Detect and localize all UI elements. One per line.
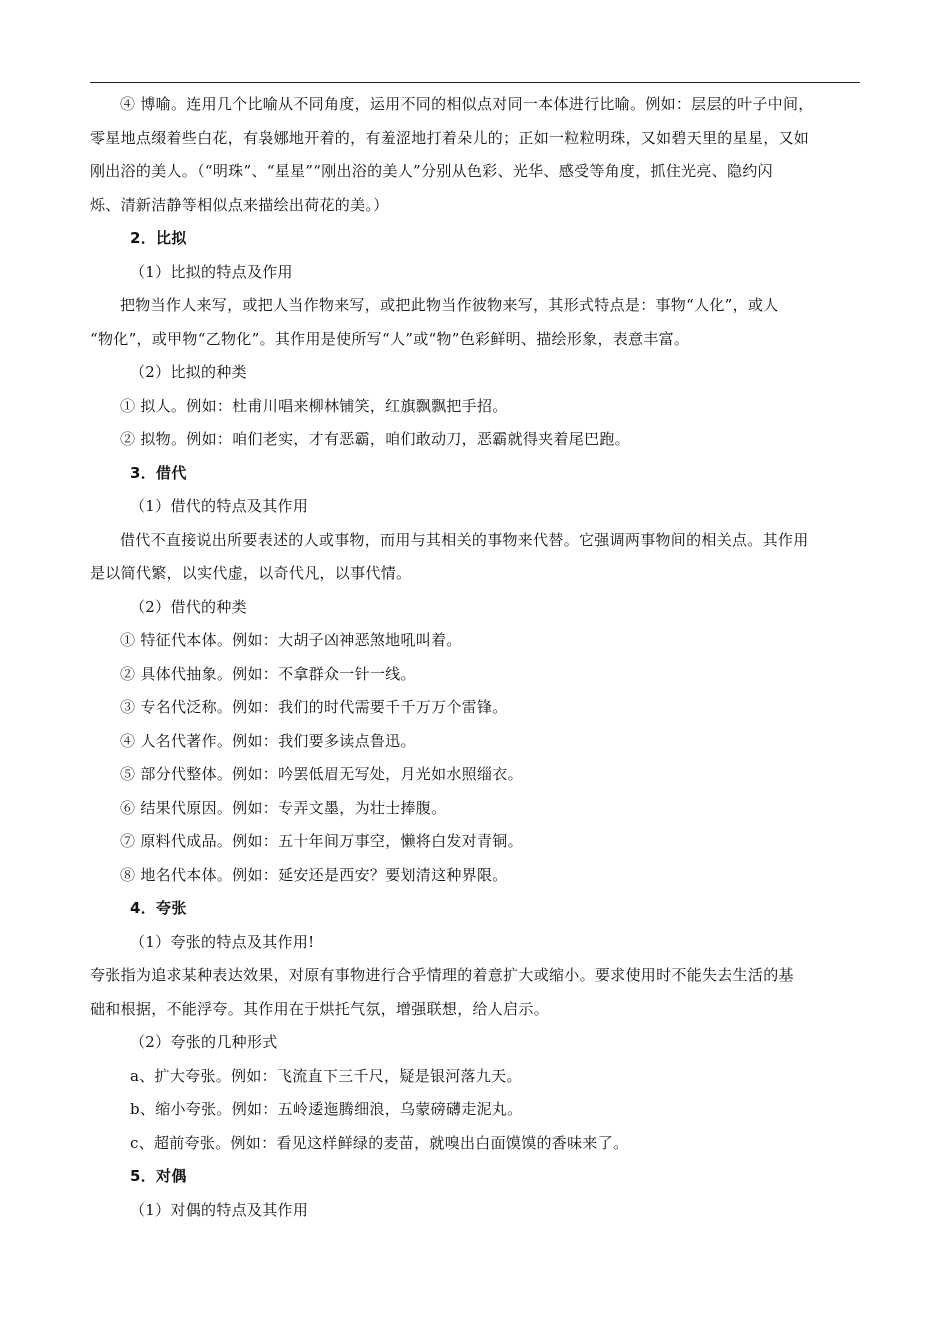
section-heading: 4．夸张 (130, 899, 187, 917)
subsection-line: （1）夸张的特点及其作用! (130, 932, 315, 951)
subsection-line: （1）比拟的特点及作用 (130, 262, 293, 281)
subsection-line: （1）借代的特点及其作用 (130, 497, 309, 515)
paragraph-line: ① 拟人。例如：杜甫川唱来柳林铺笑，红旗飘飘把手招。 (120, 396, 508, 415)
paragraph-line: 础和根据，不能浮夸。其作用在于烘托气氛，增强联想，给人启示。 (90, 999, 550, 1018)
paragraph-line: 零星地点缀着些白花，有袅娜地开着的，有羞涩地打着朵儿的；正如一粒粒明珠，又如碧天里的星星，又如 (90, 128, 810, 147)
section-heading: 5．对偶 (130, 1167, 187, 1185)
paragraph-line: 夸张指为追求某种表达效果，对原有事物进行合乎情理的着意扩大或缩小。要求使用时不能失去生活的基 (90, 966, 794, 984)
subsection-line: c、超前夸张。例如：看见这样鲜绿的麦苗，就嗅出白面馍馍的香味来了。 (130, 1133, 629, 1152)
subsection-line: a、扩大夸张。例如：飞流直下三千尺，疑是银河落九天。 (130, 1066, 522, 1085)
paragraph-line: 烁、清新洁静等相似点来描绘出荷花的美。） (90, 195, 389, 214)
header-rule (90, 82, 860, 83)
paragraph-line: 把物当作人来写，或把人当作物来写，或把此物当作彼物来写，其形式特点是：事物“人化”，或人 (120, 296, 779, 314)
paragraph-line: 刚出浴的美人。（“明珠”、“星星”“刚出浴的美人”分别从色彩、光华、感受等角度，抓住光亮、隐约闪 (90, 162, 773, 180)
subsection-line: （1）对偶的特点及其作用 (130, 1200, 309, 1219)
section-heading: 3．借代 (130, 463, 187, 482)
paragraph-line: ⑦ 原料代成品。例如：五十年间万事空，懒将白发对青铜。 (120, 832, 523, 850)
paragraph-line: ⑥ 结果代原因。例如：专弄文墨，为壮士捧腹。 (120, 798, 447, 817)
document-body (90, 88, 860, 1227)
paragraph-line: ⑤ 部分代整体。例如：吟罢低眉无写处，月光如水照缁衣。 (120, 765, 523, 783)
subsection-line: （2）借代的种类 (130, 597, 247, 616)
section-heading: 2．比拟 (130, 229, 187, 247)
paragraph-line: ④ 博喻。连用几个比喻从不同角度，运用不同的相似点对同一本体进行比喻。例如：层层的叶子中间， (120, 95, 814, 113)
subsection-line: （2）比拟的种类 (130, 363, 247, 381)
paragraph-line: ④ 人名代著作。例如：我们要多读点鲁迅。 (120, 731, 416, 750)
paragraph-line: ① 特征代本体。例如：大胡子凶神恶煞地吼叫着。 (120, 631, 462, 649)
paragraph-line: “物化”，或甲物“乙物化”。其作用是使所写“人”或“物”色彩鲜明、描绘形象，表意丰富。 (90, 329, 690, 348)
paragraph-line: ② 拟物。例如：咱们老实，才有恶霸，咱们敢动刀，恶霸就得夹着尾巴跑。 (120, 430, 630, 448)
paragraph-line: ⑧ 地名代本体。例如：延安还是西安？要划清这种界限。 (120, 865, 508, 884)
paragraph-line: ③ 专名代泛称。例如：我们的时代需要千千万万个雷锋。 (120, 698, 508, 716)
paragraph-line: 借代不直接说出所要表述的人或事物，而用与其相关的事物来代替。它强调两事物间的相关点。其作用 (120, 530, 809, 549)
paragraph-line: 是以简代繁，以实代虚，以奇代凡，以事代情。 (90, 564, 412, 582)
subsection-line: b、缩小夸张。例如：五岭逶迤腾细浪，乌蒙磅礴走泥丸。 (130, 1100, 523, 1118)
subsection-line: （2）夸张的几种形式 (130, 1033, 278, 1051)
paragraph-line: ② 具体代抽象。例如：不拿群众一针一线。 (120, 664, 416, 683)
